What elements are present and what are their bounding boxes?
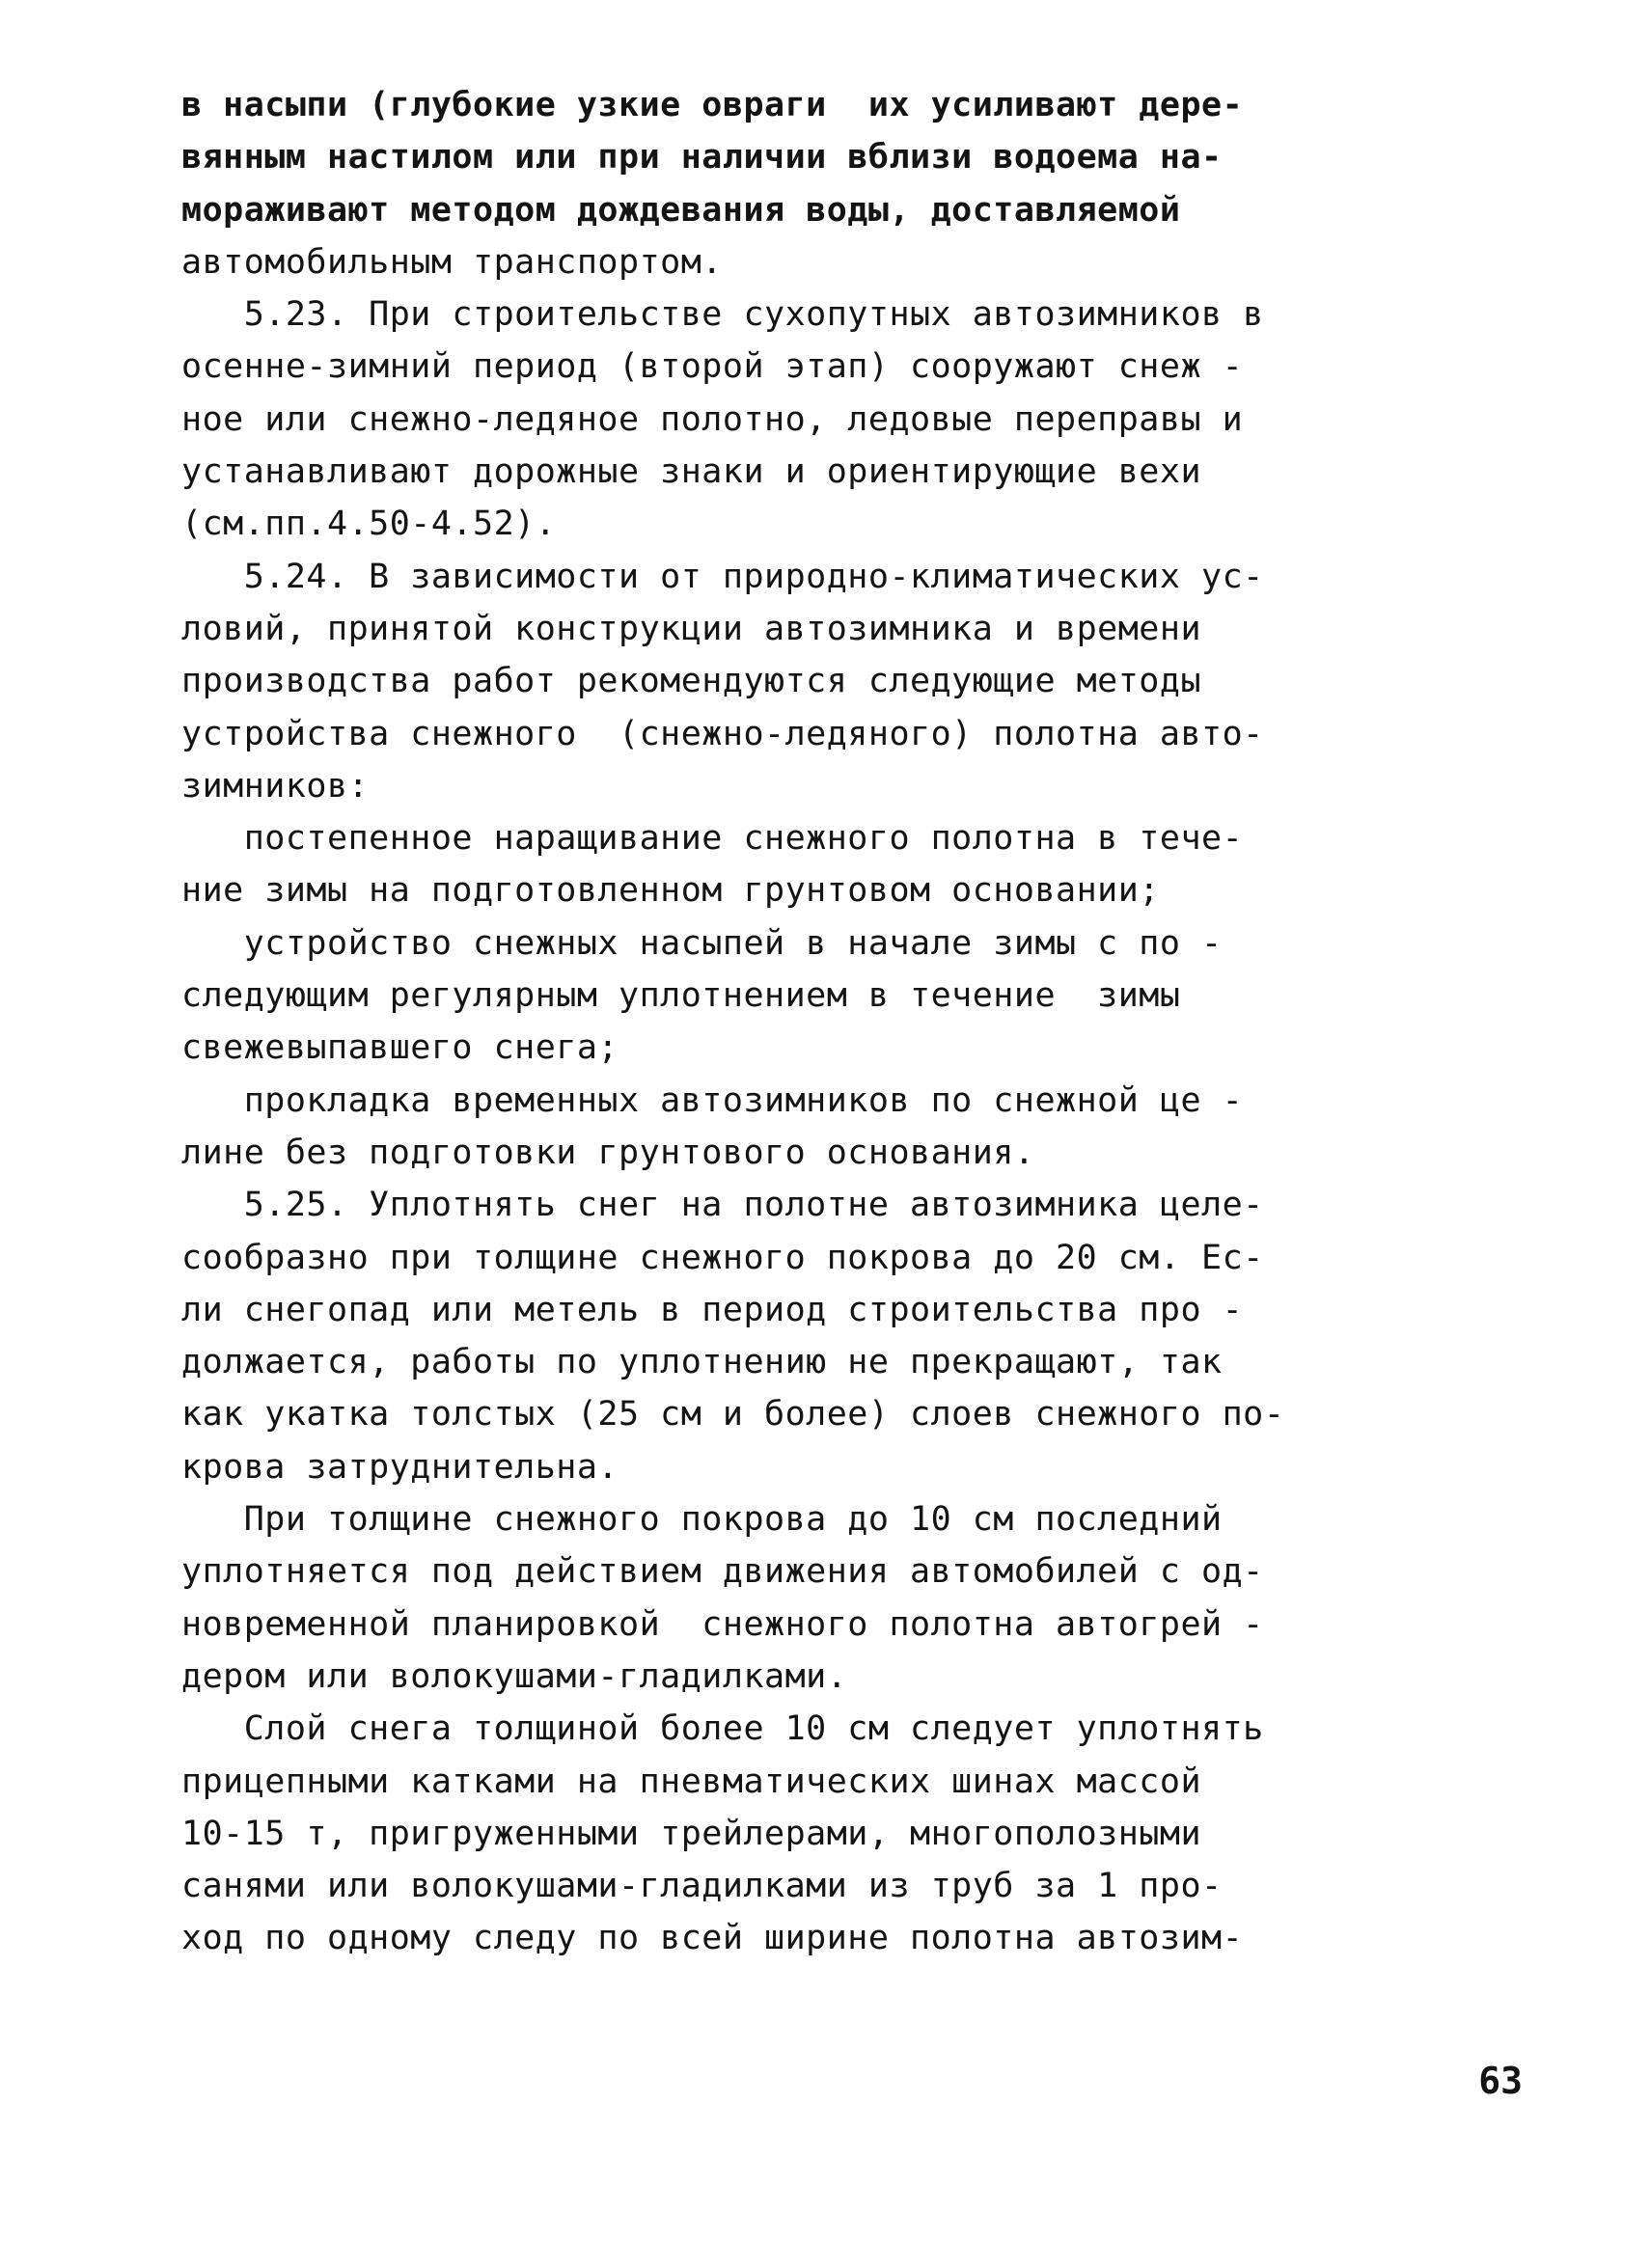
text-line: прицепными катками на пневматических шинах массой <box>181 1762 1202 1801</box>
text-line: дером или волокушами-гладилками. <box>181 1656 848 1696</box>
text-line: 5.24. В зависимости от природно-климатических ус- <box>181 557 1264 596</box>
text-line: постепенное наращивание снежного полотна в тече- <box>181 819 1244 859</box>
text-line: сообразно при толщине снежного покрова до 20 см. Ес- <box>181 1238 1264 1277</box>
page-number: 63 <box>1478 2060 1523 2102</box>
text-line: ние зимы на подготовленном грунтовом основании; <box>181 871 1160 911</box>
text-line: санями или волокушами-гладилками из труб за 1 про- <box>181 1867 1223 1906</box>
text-line: ловий, принятой конструкции автозимника и времени <box>181 609 1202 648</box>
text-line: 10-15 т, пригруженными трейлерами, многополозными <box>181 1814 1202 1853</box>
text-line: ход по одному следу по всей ширине полотна автозим- <box>181 1919 1244 1958</box>
text-line: автомобильным транспортом. <box>181 242 723 282</box>
text-line: устанавливают дорожные знаки и ориентирующие вехи <box>181 452 1202 492</box>
text-line: лине без подготовки грунтового основания. <box>181 1133 1035 1172</box>
text-line: свежевыпавшего снега; <box>181 1028 619 1068</box>
text-line: производства работ рекомендуются следующие методы <box>181 662 1202 701</box>
text-line: уплотняется под действием движения автомобилей с од- <box>181 1552 1264 1592</box>
text-line: ли снегопад или метель в период строительства про - <box>181 1290 1244 1329</box>
text-line: мораживают методом дождевания воды, доставляемой <box>181 190 1181 230</box>
text-line: устройство снежных насыпей в начале зимы с по - <box>181 923 1223 963</box>
text-line: осенне-зимний период (второй этап) сооружают снеж - <box>181 347 1244 387</box>
text-line: вянным настилом или при наличии вблизи водоема на- <box>181 138 1223 178</box>
text-line: зимников: <box>181 766 370 806</box>
text-line: (см.пп.4.50-4.52). <box>181 505 557 544</box>
text-line: как укатка толстых (25 см и более) слоев снежного по- <box>181 1395 1285 1435</box>
text-line: крова затруднительна. <box>181 1447 619 1487</box>
text-line: новременной планировкой снежного полотна автогрей - <box>181 1604 1264 1644</box>
text-line: При толщине снежного покрова до 10 см последний <box>181 1500 1223 1540</box>
text-line: 5.23. При строительстве сухопутных автозимников в <box>181 295 1264 335</box>
text-line: следующим регулярным уплотнением в течение зимы <box>181 976 1181 1016</box>
text-line: 5.25. Уплотнять снег на полотне автозимника целе- <box>181 1186 1264 1225</box>
body-text <box>181 79 1532 1965</box>
text-line: ное или снежно-ледяное полотно, ледовые переправы и <box>181 399 1244 439</box>
text-line: должается, работы по уплотнению не прекращают, так <box>181 1343 1223 1382</box>
text-line: устройства снежного (снежно-ледяного) полотна авто- <box>181 714 1264 753</box>
text-line: Слой снега толщиной более 10 см следует уплотнять <box>181 1709 1264 1749</box>
text-line: в насыпи (глубокие узкие овраги их усиливают дере- <box>181 86 1244 124</box>
text-line: прокладка временных автозимников по снежной це - <box>181 1080 1244 1120</box>
